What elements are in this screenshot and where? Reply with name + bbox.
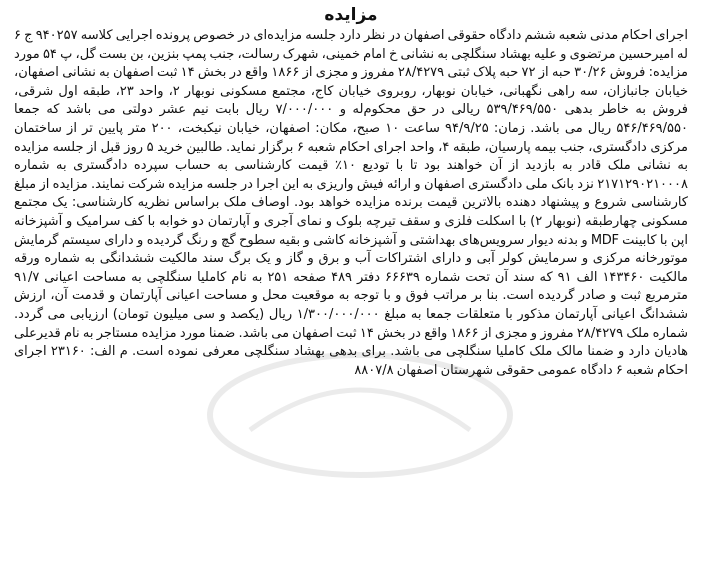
notice-title: مزایده (324, 5, 378, 25)
top-cut-text (240, 0, 462, 3)
notice-body (14, 27, 688, 380)
notice-text: اجرای احکام مدنی شعبه ششم دادگاه حقوقی اصفهان در نظر دارد جلسه مزایده‌ای در خصوص پرونده اجرایی کلاسه ۹۴۰۲۵۷ ج ۶ له امیرحسین مرتضوی و علیه بهشاد سنگلچی به نشانی خ امام خمینی، شهرک رسالت، جنب پمپ بنزین، بن بست گل، پ ۵۴ مورد مزایده: فروش ۳۰/۲۶ حبه از ۷۲ حبه پلاک ثبتی ۲۸/۴۲۷۹ مفروز و مجزی از ۱۸۶۶ واقع در بخش ۱۴ ثبت اصفهان به نشانی اصفهان، خیابان جانبازان، سه راهی نگهبانی، خیابان نوبهار، روبروی خیابان کاج، مجتمع مسکونی نوبهار ۲، واحد ۲۳، طبقه اول شرقی، فروش به خاطر بدهی ۵۳۹/۴۶۹/۵۵۰ ریالی در حق محکوم‌له و ۷/۰۰۰/۰۰۰ ریال بابت نیم عشر دولتی می باشد که جمعا ۵۴۶/۴۶۹/۵۵۰ ریال می باشد. زمان: ۹۴/۹/۲۵ ساعت ۱۰ صبح، مکان: اصفهان، خیابان نیکبخت، ۲۰۰ متر پایین تر از ساختمان مرکزی دادگستری، جنب بیمه پارسیان، طبقه ۴، واحد اجرای احکام شعبه ۶ برگزار نماید. طالبین خرید ۵ روز قبل از جلسه مزایده به نشانی ملک قادر به بازدید از آن خواهند بود تا با تودیع ۱۰٪ قیمت کارشناسی به حساب سپرده دادگستری به شماره ۲۱۷۱۲۹۰۲۱۰۰۰۸ نزد بانک ملی دادگستری اصفهان و ارائه فیش واریزی به این اجرا در جلسه مزایده شرکت نمایند. مزایده از مبلغ کارشناسی شروع و پیشنهاد دهنده بالاترین قیمت برنده مزایده خواهد بود. اوصاف ملک براساس نظریه کارشناسی: یک مجتمع مسکونی چهارطبقه (نوبهار ۲) با اسکلت فلزی و سقف تیرچه بلوک و نمای آجری و آپارتمان دو خوابه با کف سرامیک و آشپزخانه اپن با کابینت MDF و بدنه دیوار سرویس‌های بهداشتی و آشپزخانه کاشی و بقیه سطوح گچ و رنگ گردیده و دارای سیستم گرمایش موتورخانه مرکزی و سرمایش کولر آبی و دارای اشتراکات آب و برق و گاز و یک برگ سند مالکیت ششدانگی به شماره ورقه مالکیت ۱۴۳۴۶۰ الف ۹۱ که سند آن تحت شماره ۶۶۶۳۹ دفتر ۴۸۹ صفحه ۲۵۱ به نام کاملیا سنگلچی به مساحت اعیانی ۹۱/۷ مترمربع ثبت و صادر گردیده است. بنا بر مراتب فوق و با توجه به موقعیت محل و مساحت اعیانی آپارتمان و قدمت آن، ارزش ششدانگ اعیانی آپارتمان مذکور با متعلقات جمعا به مبلغ ۱/۳۰۰/۰۰۰/۰۰۰ ریال (یکصد و سی میلیون تومان) ارزیابی می گردد. شماره ملک ۲۸/۴۲۷۹ مفروز و مجزی از ۱۸۶۶ واقع در بخش ۱۴ ثبت اصفهان می باشد. ضمنا مورد مزایده مستاجر به نام قدیرعلی هادیان دارد و ضمنا مالک ملک کاملیا سنگلچی می باشد. برای بدهی بهشاد سنگلچی معرفی نموده است. م الف: ۲۳۱۶۰ اجرای احکام شعبه ۶ دادگاه عمومی حقوقی شهرستان اصفهان ۸۸۰۷/۸ (14, 28, 689, 378)
